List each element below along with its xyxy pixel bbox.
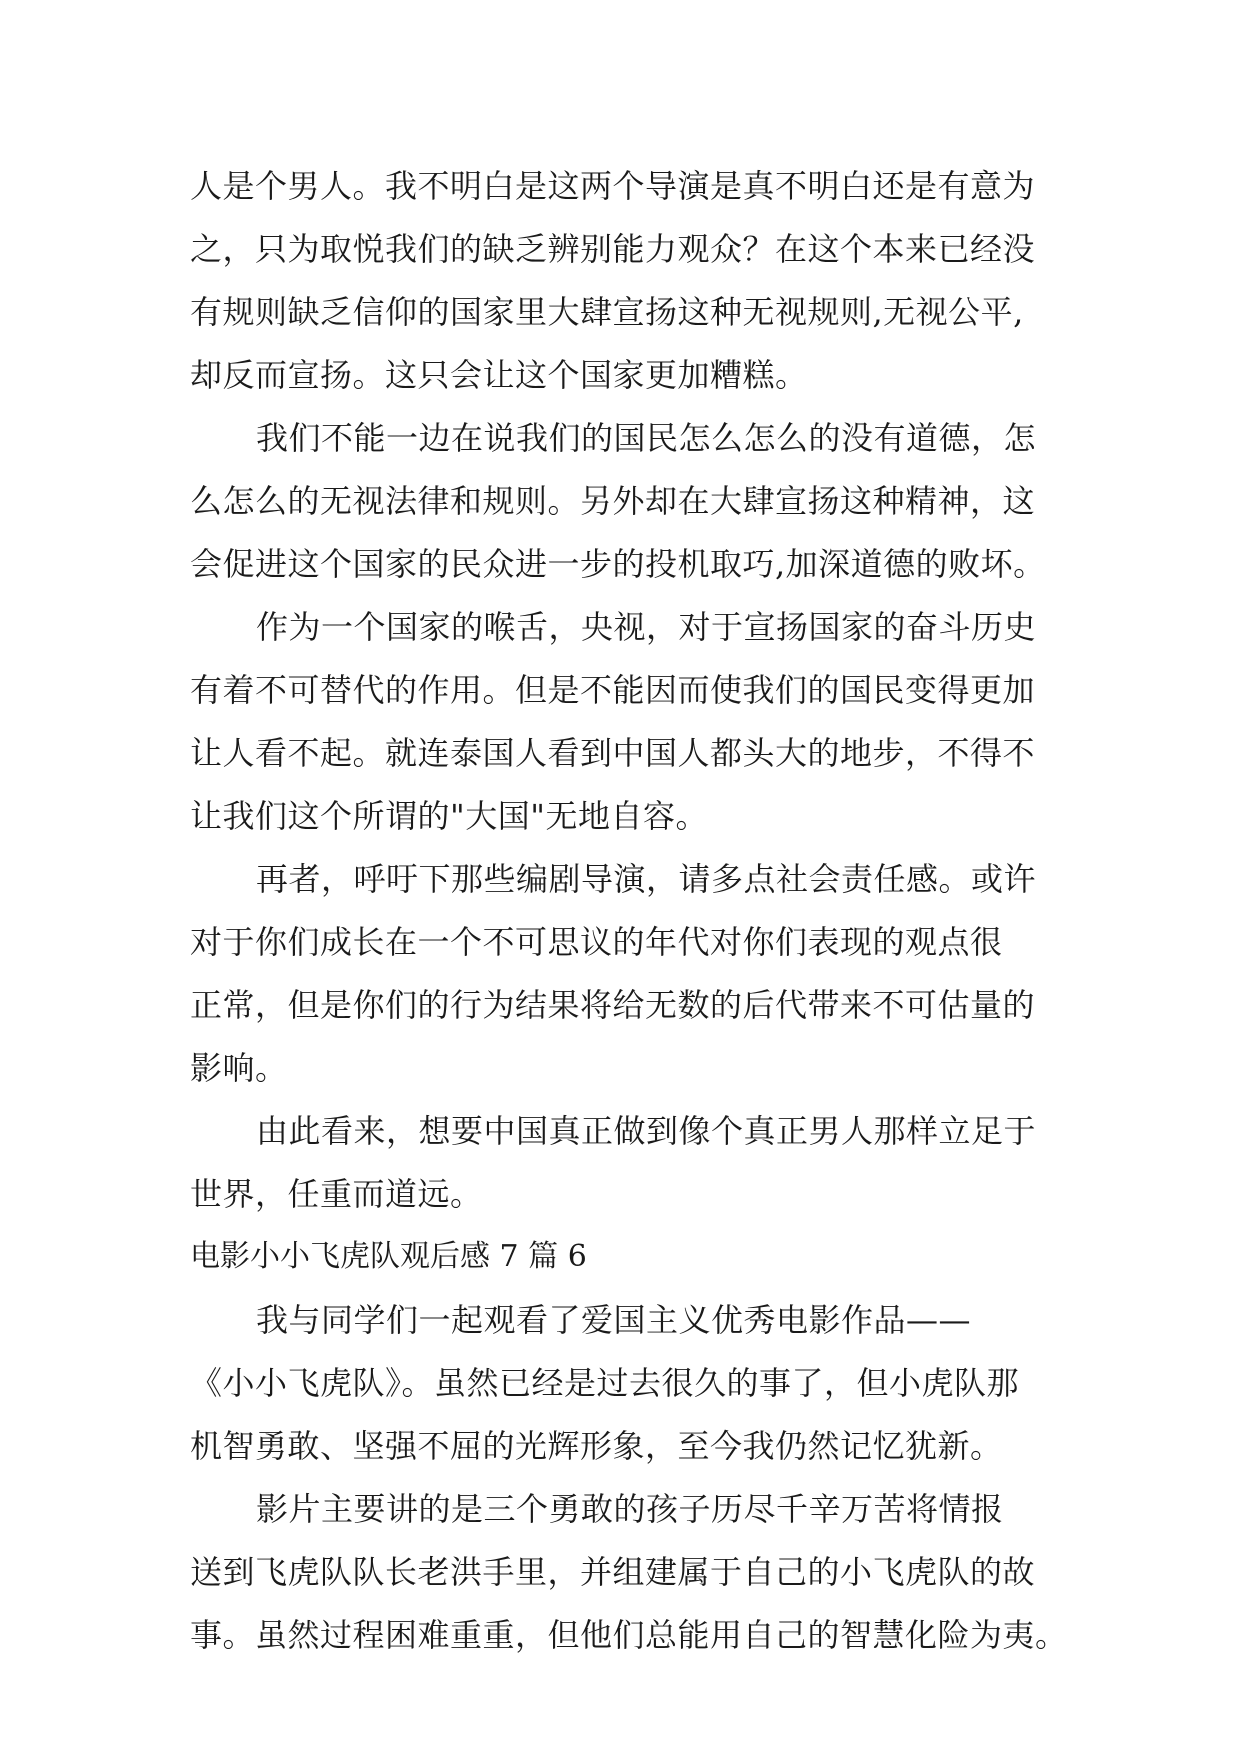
text-line: 《小小飞虎队》。虽然已经是过去很久的事了，但小虎队那 — [190, 1364, 1020, 1402]
text-line: 对于你们成长在一个不可思议的年代对你们表现的观点很 — [190, 923, 1003, 961]
paragraph-start-line: 影片主要讲的是三个勇敢的孩子历尽千辛万苦将情报 — [256, 1490, 1004, 1528]
text-line: 影响。 — [190, 1049, 288, 1087]
text-line: 事。虽然过程困难重重，但他们总能用自己的智慧化险为夷。 — [190, 1616, 1068, 1654]
paragraph-start-line: 我与同学们一起观看了爱国主义优秀电影作品—— — [256, 1301, 972, 1339]
text-line: 之，只为取悦我们的缺乏辨别能力观众？在这个本来已经没 — [190, 230, 1036, 268]
paragraph-start-line: 再者，呼吁下那些编剧导演，请多点社会责任感。或许 — [256, 860, 1037, 898]
text-line: 么怎么的无视法律和规则。另外却在大肆宣扬这种精神，这 — [190, 482, 1036, 520]
text-line: 有规则缺乏信仰的国家里大肆宣扬这种无视规则,无视公平, — [190, 293, 1024, 331]
text-line: 世界，任重而道远。 — [190, 1175, 483, 1213]
paragraph-start-line: 作为一个国家的喉舌，央视，对于宣扬国家的奋斗历史 — [256, 608, 1037, 646]
text-line: 送到飞虎队队长老洪手里，并组建属于自己的小飞虎队的故 — [190, 1553, 1036, 1591]
text-line: 正常，但是你们的行为结果将给无数的后代带来不可估量的 — [190, 986, 1036, 1024]
text-line: 让人看不起。就连泰国人看到中国人都头大的地步，不得不 — [190, 734, 1036, 772]
text-line: 人是个男人。我不明白是这两个导演是真不明白还是有意为 — [190, 167, 1036, 205]
text-line: 会促进这个国家的民众进一步的投机取巧,加深道德的败坏。 — [190, 545, 1046, 583]
text-line: 让我们这个所谓的"大国"无地自容。 — [190, 797, 708, 835]
text-line: 有着不可替代的作用。但是不能因而使我们的国民变得更加 — [190, 671, 1036, 709]
paragraph-start-line: 由此看来，想要中国真正做到像个真正男人那样立足于 — [256, 1112, 1037, 1150]
section-heading: 电影小小飞虎队观后感 7 篇 6 — [190, 1239, 587, 1274]
text-line: 机智勇敢、坚强不屈的光辉形象，至今我仍然记忆犹新。 — [190, 1427, 1003, 1465]
text-line: 却反而宣扬。这只会让这个国家更加糟糕。 — [190, 356, 808, 394]
paragraph-start-line: 我们不能一边在说我们的国民怎么怎么的没有道德，怎 — [256, 419, 1037, 457]
